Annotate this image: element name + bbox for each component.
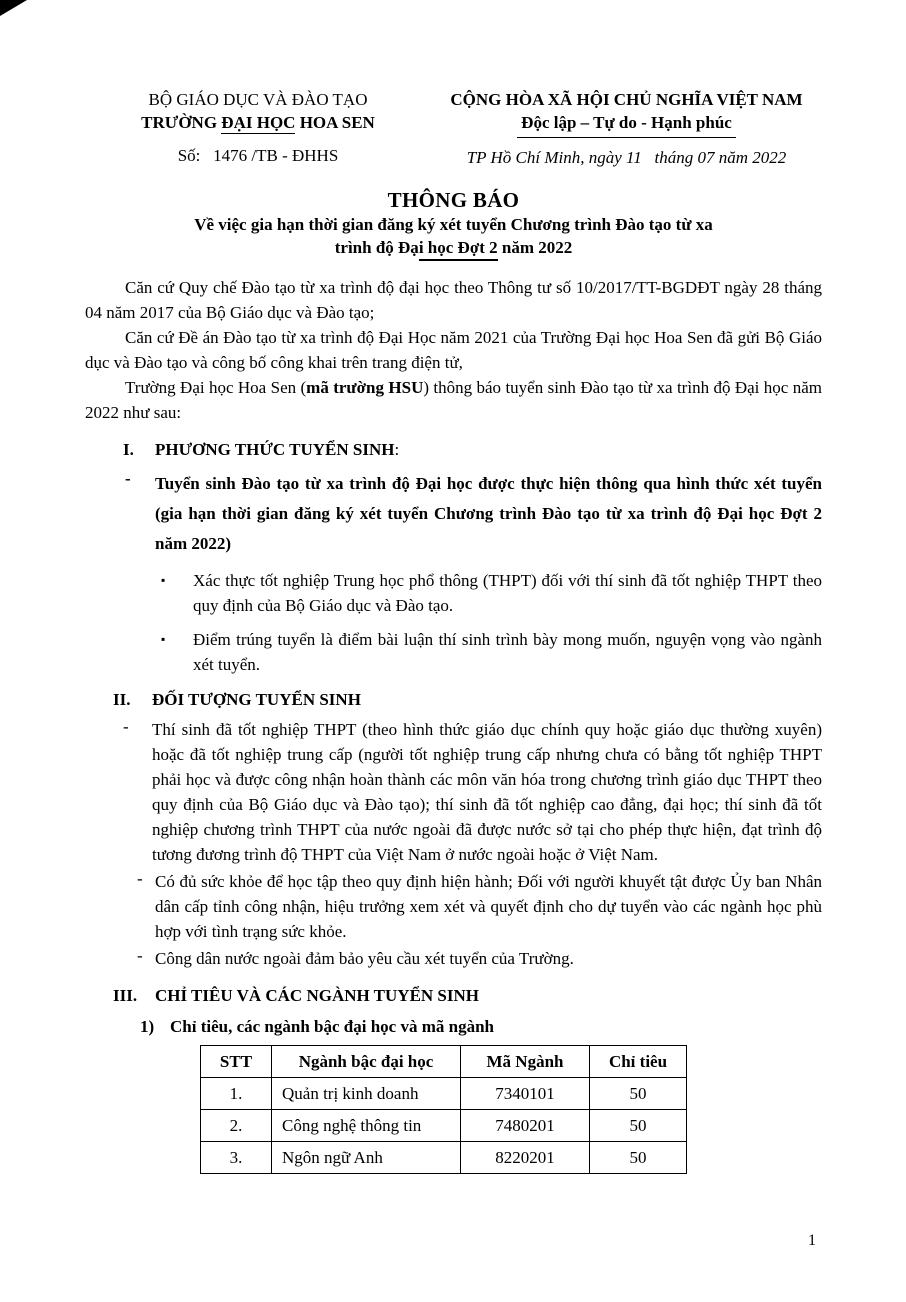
table-header-stt: STT [201,1046,272,1078]
section-2-heading [113,688,822,711]
subtitle2-suffix: năm 2022 [497,238,573,257]
section-2-number: II. [113,690,131,709]
table-header-quota: Chỉ tiêu [590,1046,687,1078]
row2-major: Công nghệ thông tin [272,1110,461,1142]
document-header [85,88,822,169]
university-name-underlined: ĐẠI HỌC [221,113,296,132]
section1-bullet-item-2-text: Điểm trúng tuyển là điểm bài luận thí sinh trình bày mong muốn, nguyện vọng vào ngành xét tuyển. [193,630,822,674]
table-header-major: Ngành bậc đại học [272,1046,461,1078]
section1-bullet-item-2 [161,627,822,677]
subtitle2-underlined: i học Đợt 2 [419,238,498,261]
table-header-row [201,1046,687,1078]
quota-table [200,1045,687,1174]
square-bullet-icon: ▪ [161,573,166,587]
row1-code: 7340101 [461,1078,590,1110]
row1-quota: 50 [590,1078,687,1110]
row2-code: 7480201 [461,1110,590,1142]
row2-stt: 2. [201,1110,272,1142]
row2-quota: 50 [590,1110,687,1142]
section-3-sub-title: Chỉ tiêu, các ngành bậc đại học và mã ngành [170,1017,494,1036]
section-2-title: ĐỐI TƯỢNG TUYỂN SINH [152,690,361,709]
section-1-heading [123,438,822,461]
section-3-sub-heading [140,1015,822,1038]
scan-corner-artifact-icon [0,0,27,16]
document-number: Số: 1476 /TB - ĐHHS [177,146,339,165]
national-motto-underlined: Độc lập – Tự do - Hạnh phúc [517,111,736,138]
section2-item-3-text: Công dân nước ngoài đảm bảo yêu cầu xét tuyển của Trường. [155,949,574,968]
section-3-title: CHỈ TIÊU VÀ CÁC NGÀNH TUYỂN SINH [155,986,480,1005]
header-right-block [431,88,822,169]
section-1-title: PHƯƠNG THỨC TUYỂN SINH: [155,440,400,459]
dash-marker: - [137,869,143,888]
header-left-block [85,88,431,167]
dash-marker: - [123,717,129,736]
section2-item-2 [137,869,822,944]
university-name-suffix: HOA SEN [295,113,375,132]
document-title: THÔNG BÁO [387,188,520,212]
section-3-heading [113,984,822,1007]
date-place-line: TP Hồ Chí Minh, ngày 11 tháng 07 năm 2022 [466,148,787,167]
intro-p3-after: ) thông báo tuyển sinh Đào tạo từ xa trình độ Đại học năm 2022 như sau: [85,378,822,422]
row3-stt: 3. [201,1142,272,1174]
square-bullet-icon: ▪ [161,632,166,646]
university-name [85,111,431,134]
table-row [201,1078,687,1110]
section2-item-1 [123,717,822,867]
dash-marker: - [125,469,131,488]
row1-stt: 1. [201,1078,272,1110]
row3-quota: 50 [590,1142,687,1174]
section2-item-2-text: Có đủ sức khỏe để học tập theo quy định hiện hành; Đối với người khuyết tật được Ủy ban Nhân dân cấp tỉnh công nhận, hiệu trưởng xem xét và quyết định cho dự tuyển vào các ngành học phù hợp với tình trạng sức khỏe. [155,872,822,941]
section1-bullet-item-1 [161,568,822,618]
university-name-prefix: TRƯỜNG [141,113,222,132]
intro-paragraph-3 [85,375,822,425]
section1-dash-item-text: Tuyển sinh Đào tạo từ xa trình độ Đại học được thực hiện thông qua hình thức xét tuyển (gia hạn thời gian đăng ký xét tuyển Chương trình Đào tạo từ xa trình độ Đại học Đợt 2 năm 2022) [155,474,822,553]
row3-major: Ngôn ngữ Anh [272,1142,461,1174]
document-subtitle-line1: Về việc gia hạn thời gian đăng ký xét tuyển Chương trình Đào tạo từ xa [194,215,713,234]
intro-p3-school-code: mã trường HSU [306,378,424,397]
national-motto-line2 [431,111,822,138]
national-motto-line1: CỘNG HÒA XÃ HỘI CHỦ NGHĨA VIỆT NAM [450,90,803,109]
intro-paragraph-2: Căn cứ Đề án Đào tạo từ xa trình độ Đại Học năm 2021 của Trường Đại học Hoa Sen đã gửi Bộ Giáo dục và Đào tạo và công bố công khai trên trang điện tử, [85,328,822,372]
section2-item-3 [137,946,822,971]
intro-paragraphs [85,275,822,425]
section2-item-1-text: Thí sinh đã tốt nghiệp THPT (theo hình thức giáo dục chính quy hoặc giáo dục thường xuyên) hoặc đã tốt nghiệp trung cấp (người tốt nghiệp trung cấp nhưng chưa có bằng tốt nghiệp THPT phải học và được công nhận hoàn thành các môn văn hóa trong chương trình giáo dục THPT theo quy định của Bộ Giáo dục và Đào tạo); thí sinh đã tốt nghiệp cao đẳng, đại học; thí sinh đã tốt nghiệp chương trình THPT của nước ngoài đã được nước sở tại cho phép thực hiện, đạt trình độ tương đương trình độ THPT của Việt Nam ở nước ngoài hoặc ở Việt Nam. [152,720,822,864]
document-subtitle-line2 [85,236,822,259]
section1-bullet-item-1-text: Xác thực tốt nghiệp Trung học phổ thông (THPT) đối với thí sinh đã tốt nghiệp THPT theo quy định của Bộ Giáo dục và Đào tạo. [193,571,822,615]
intro-paragraph-1: Căn cứ Quy chế Đào tạo từ xa trình độ đại học theo Thông tư số 10/2017/TT-BGDĐT ngày 28 tháng 04 năm 2017 của Bộ Giáo dục và Đào tạo; [85,278,822,322]
section-1-colon: : [394,440,400,459]
table-row [201,1110,687,1142]
dash-marker: - [137,946,143,965]
row1-major: Quản trị kinh doanh [272,1078,461,1110]
section-3-number: III. [113,986,138,1005]
ministry-name: BỘ GIÁO DỤC VÀ ĐÀO TẠO [148,90,368,109]
table-header-code: Mã Ngành [461,1046,590,1078]
title-block [85,187,822,259]
table-row [201,1142,687,1174]
page-number: 1 [808,1232,816,1249]
row3-code: 8220201 [461,1142,590,1174]
subtitle2-prefix: trình độ Đạ [334,238,419,257]
section-3-sub-number: 1) [140,1017,155,1036]
section1-dash-item [125,469,822,559]
intro-p3-before: Trường Đại học Hoa Sen ( [125,378,307,397]
section-1-number: I. [123,440,134,459]
